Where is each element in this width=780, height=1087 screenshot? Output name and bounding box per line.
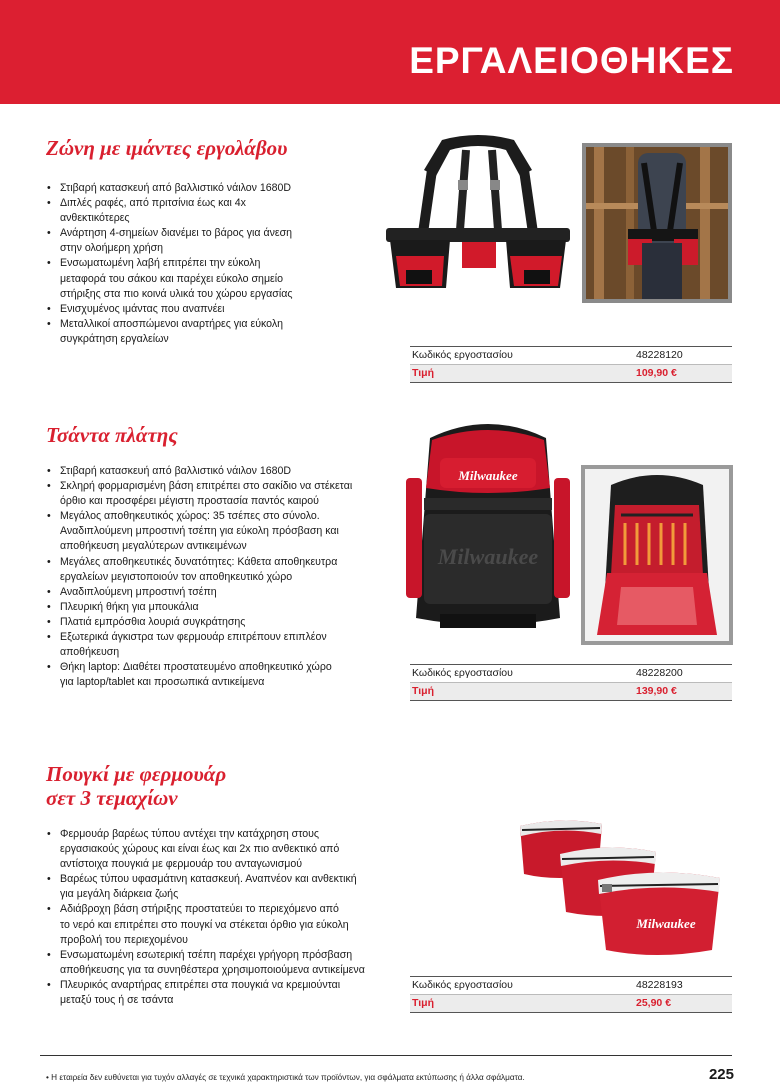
- feature-continuation: εργαλείων μεγιστοποιούν τον αποθηκευτικό χώρο: [60, 570, 293, 583]
- feature-continuation: για μεγάλη διάρκεια ζωής: [60, 888, 179, 901]
- product-3-title: [46, 762, 226, 810]
- product-code-row: [410, 346, 732, 365]
- feature-continuation: αποθήκευση: [60, 646, 120, 659]
- feature-continuation: όρθιο και προσφέρει μέγιστη προστασία παντός καιρού: [60, 495, 319, 508]
- feature-item: • Πλευρική θήκη για μπουκάλια: [46, 600, 406, 615]
- feature-continuation: το νερό και επιτρέπει στο πουγκί να στέκεται όρθιο για εύκολη: [60, 918, 349, 931]
- feature-item: • Στιβαρή κατασκευή από βαλλιστικό νάιλον 1680D: [46, 464, 406, 479]
- zipper-pouches-product-image: [498, 812, 732, 962]
- product-3-title-line: σετ 3 τεμαχίων: [46, 786, 178, 810]
- feature-continuation: μεταξύ τους ή σε τσάντα: [60, 994, 174, 1007]
- price-label: Τιμή: [412, 367, 434, 379]
- product-2-title-line: Τσάντα πλάτης: [46, 423, 178, 447]
- feature-continuation: στήριξης στα πιο κοινά υλικά του χώρου εργασίας: [60, 287, 293, 300]
- product-1-title: [46, 136, 287, 160]
- price-value: 109,90 €: [636, 367, 677, 379]
- price-value: 25,90 €: [636, 997, 672, 1009]
- price-label: Τιμή: [412, 685, 434, 697]
- feature-continuation: Αναδιπλούμενη μπροστινή τσέπη για εύκολη πρόσβαση και: [60, 525, 339, 538]
- code-value: 48228120: [636, 349, 683, 361]
- feature-item: • Ενισχυμένος ιμάντας που αναπνέει: [46, 302, 376, 317]
- price-row: [410, 365, 732, 383]
- feature-item: • Αναδιπλούμενη μπροστινή τσέπη: [46, 585, 406, 600]
- feature-continuation: στην ολοήμερη χρήση: [60, 242, 164, 255]
- feature-continuation: αποθήκευσης για τα συνηθέστερα χρησιμοποιούμενα αντικείμενα: [60, 963, 365, 976]
- product-2-features: [46, 464, 406, 690]
- product-code-row: [410, 976, 732, 995]
- footer-divider: [40, 1055, 732, 1056]
- price-value: 139,90 €: [636, 685, 677, 697]
- belt-suspenders-product-image: [382, 130, 574, 306]
- feature-continuation: για laptop/tablet και προσωπικά αντικείμενα: [60, 676, 265, 689]
- product-1-title-line: Ζώνη με ιμάντες εργολάβου: [46, 136, 288, 160]
- feature-item: • Μεταλλικοί αποσπώμενοι αναρτήρες για εύκολη: [46, 317, 376, 332]
- feature-item: • Φερμουάρ βαρέως τύπου αντέχει την κατάχρηση στους: [46, 827, 406, 842]
- page-title: ΕΡΓΑΛΕΙΟΘΗΚΕΣ: [409, 40, 734, 81]
- price-row: [410, 995, 732, 1013]
- code-value: 48228200: [636, 667, 683, 679]
- feature-item: • Διπλές ραφές, από πριτσίνια έως και 4x: [46, 196, 376, 211]
- product-2-title: [46, 423, 178, 447]
- page-number: 225: [708, 1066, 734, 1083]
- product-code-row: [410, 664, 732, 683]
- belt-in-use-photo: [582, 143, 732, 303]
- milwaukee-logo: Milwaukee: [458, 468, 518, 483]
- milwaukee-logo-large: Milwaukee: [437, 544, 539, 569]
- backpack-product-image: [400, 418, 576, 638]
- product-3-features: [46, 827, 406, 1008]
- feature-item: • Στιβαρή κατασκευή από βαλλιστικό νάιλον 1680D: [46, 181, 376, 196]
- footer-disclaimer: • Η εταιρεία δεν ευθύνεται για τυχόν αλλαγές σε τεχνικά χαρακτηριστικά των προϊόντων, για σφάλματα εκτύπωσης ή άλλα σφάλματα.: [46, 1073, 525, 1082]
- feature-item: • Σκληρή φορμαρισμένη βάση επιτρέπει στο σακίδιο να στέκεται: [46, 479, 406, 494]
- code-label: Κωδικός εργοστασίου: [412, 979, 513, 991]
- feature-item: • Ενσωματωμένη εσωτερική τσέπη παρέχει γρήγορη πρόσβαση: [46, 948, 406, 963]
- price-row: [410, 683, 732, 701]
- feature-item: • Εξωτερικά άγκιστρα των φερμουάρ επιτρέπουν επιπλέον: [46, 630, 406, 645]
- feature-item: • Ενσωματωμένη λαβή επιτρέπει την εύκολη: [46, 256, 376, 271]
- product-1-features: [46, 181, 376, 347]
- feature-item: • Μεγάλες αποθηκευτικές δυνατότητες: Κάθετα αποθηκευτρα: [46, 555, 406, 570]
- feature-item: • Αδιάβροχη βάση στήριξης προστατεύει το περιεχόμενο από: [46, 902, 406, 917]
- feature-continuation: αντίστοιχα πουγκιά με φερμουάρ του ανταγωνισμού: [60, 858, 303, 871]
- feature-item: • Βαρέως τύπου υφασμάτινη κατασκευή. Αναπνέον και ανθεκτική: [46, 872, 406, 887]
- feature-item: • Θήκη laptop: Διαθέτει προστατευμένο αποθηκευτικό χώρο: [46, 660, 406, 675]
- feature-item: • Μεγάλος αποθηκευτικός χώρος: 35 τσέπες στο σύνολο.: [46, 509, 406, 524]
- feature-continuation: αποθήκευση μεγαλύτερων αντικειμένων: [60, 540, 247, 553]
- code-label: Κωδικός εργοστασίου: [412, 667, 513, 679]
- product-2-info-table: [410, 664, 732, 701]
- price-label: Τιμή: [412, 997, 434, 1009]
- page-header: [0, 0, 780, 104]
- feature-continuation: εργασιακούς χώρους και είναι έως και 2x πιο ανθεκτικό από: [60, 843, 340, 856]
- feature-continuation: ανθεκτικότερες: [60, 212, 130, 225]
- feature-continuation: προβολή του περιεχομένου: [60, 933, 188, 946]
- milwaukee-logo-pouch: Milwaukee: [636, 916, 696, 931]
- backpack-open-photo: [581, 465, 733, 645]
- product-3-info-table: [410, 976, 732, 1013]
- feature-item: • Ανάρτηση 4-σημείων διανέμει το βάρος για άνεση: [46, 226, 376, 241]
- feature-continuation: συγκράτηση εργαλείων: [60, 332, 169, 345]
- product-3-title-line: Πουγκί με φερμουάρ: [46, 762, 227, 786]
- feature-item: • Πλευρικός αναρτήρας επιτρέπει στα πουγκιά να κρεμιούνται: [46, 978, 406, 993]
- feature-item: • Πλατιά εμπρόσθια λουριά συγκράτησης: [46, 615, 406, 630]
- code-value: 48228193: [636, 979, 683, 991]
- feature-continuation: μεταφορά του σάκου και παρέχει εύκολο σημείο: [60, 272, 284, 285]
- code-label: Κωδικός εργοστασίου: [412, 349, 513, 361]
- product-1-info-table: [410, 346, 732, 383]
